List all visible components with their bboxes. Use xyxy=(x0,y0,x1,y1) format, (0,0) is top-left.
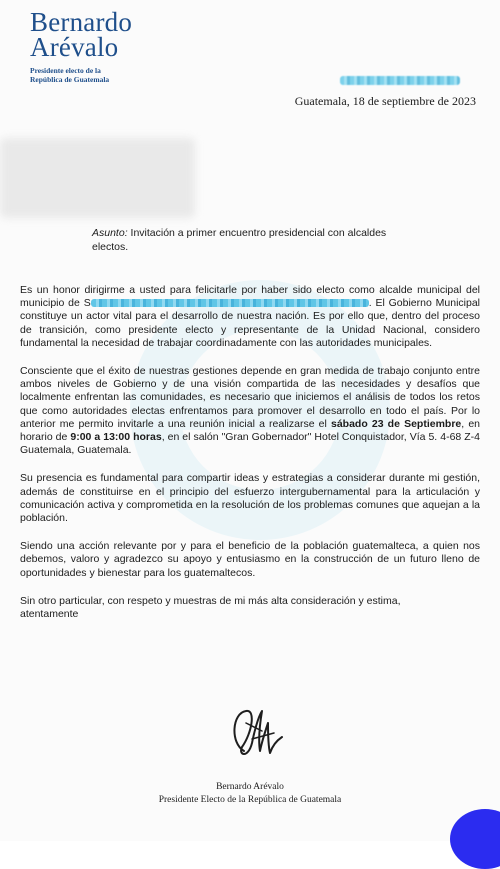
paragraph-greeting xyxy=(20,284,480,350)
paragraph-presence: Su presencia es fundamental para compartir ideas y estrategias a considerar durante mi gestión, además de constituirse en el principio del esfuerzo intergubernamental para la articulación y comunicación activa y comprometida en la resolución de los problemas comunes que aquejan a la población. xyxy=(20,472,480,525)
letterhead-name-last: Arévalo xyxy=(30,32,119,62)
meeting-time: 9:00 a 13:00 horas xyxy=(70,431,162,444)
closing-line2: atentamente xyxy=(20,608,79,621)
letterhead-subtitle-line1: Presidente electo de la xyxy=(30,66,101,75)
letter-date: Guatemala, 18 de septiembre de 2023 xyxy=(294,94,476,108)
paragraph-invitation-end: , en el salón "Gran Gobernador" Hotel Conquistador, Vía 5. 4-68 Z-4 Guatemala, Guatemala. xyxy=(20,431,480,457)
corner-overlay xyxy=(450,809,500,869)
closing-line1: Sin otro particular, con respeto y muestras de mi más alta consideración y estima, xyxy=(20,594,401,607)
subject-text: Invitación a primer encuentro presidencial con alcaldes electos. xyxy=(92,227,387,253)
letterhead-subtitle xyxy=(30,66,190,84)
paragraph-thanks: Siendo una acción relevante por y para el beneficio de la población guatemalteca, a quien nos debemos, valoro y agradezco su apoyo y entusiasmo en la construcción de un futuro lleno de oportunidades y bienestar para los guatemaltecos. xyxy=(20,540,480,579)
paragraph-greeting-start: Es un honor dirigirme a usted para felicitarle por haber sido electo como alcalde municipal del municipio de S xyxy=(20,284,480,310)
letter-body xyxy=(20,284,480,636)
paragraph-invitation xyxy=(20,365,480,457)
paragraph-closing xyxy=(20,595,480,621)
subject-label: Asunto: xyxy=(92,227,128,239)
paragraph-greeting-end: . El Gobierno Municipal constituye un actor vital para el desarrollo de nuestra nación. Es por ello que, dentro del proceso de transición, como presidente electo y representante de la Unidad Nacional, considero fundamental la necesidad de trabajar coordinadamente con las autoridades municipales. xyxy=(20,297,480,349)
letter-subject xyxy=(92,226,392,254)
letterhead-logo xyxy=(30,7,190,84)
redacted-reference xyxy=(340,76,460,85)
letterhead-subtitle-line2: República de Guatemala xyxy=(30,75,110,84)
signatory-title: Presidente Electo de la República de Guatemala xyxy=(158,795,342,805)
paragraph-invitation-mid: , en horario de xyxy=(20,417,480,444)
letterhead-name-first: Bernardo xyxy=(30,7,133,37)
signatory-name: Bernardo Arévalo xyxy=(216,782,284,792)
handwritten-signature xyxy=(222,703,292,773)
blurred-recipient xyxy=(0,138,195,218)
meeting-date: sábado 23 de Septiembre xyxy=(330,417,462,430)
redacted-municipality xyxy=(91,299,369,307)
paragraph-invitation-start: Consciente que el éxito de nuestras gestiones depende en gran medida de trabajo conjunto entre ambos niveles de Gobierno y de una visión compartida de las necesidades y desafíos que localmente enfrentan las comunidades, es necesario que iniciemos el análisis de todos los retos que como autoridades electas enfrentamos para promover el desarrollo en todo el país. Por lo anterior me permito invitarle a una reunión inicial a realizarse el xyxy=(20,365,480,430)
